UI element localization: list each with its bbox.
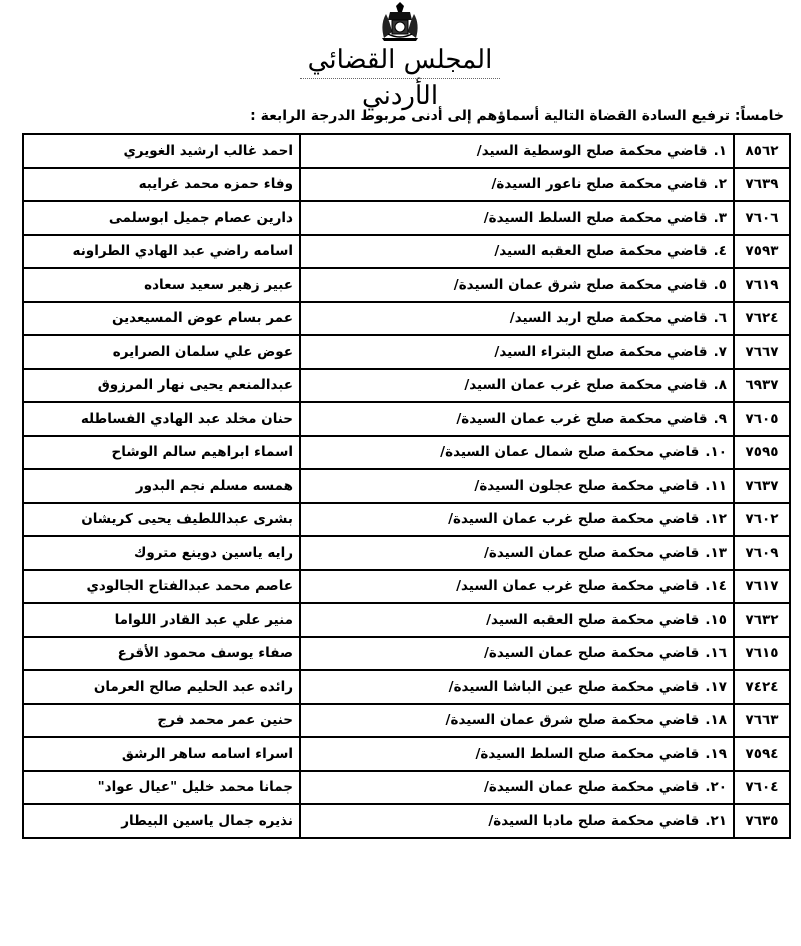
position-cell — [300, 134, 734, 168]
employee-number-cell: ٧٦٦٧ — [734, 335, 790, 369]
row-index: ١٣. — [705, 544, 727, 561]
position-cell — [300, 235, 734, 269]
judge-name-cell: عمر بسام عوض المسيعدين — [23, 302, 300, 336]
position-cell — [300, 335, 734, 369]
table-row — [23, 134, 790, 168]
judge-name-cell: همسه مسلم نجم البدور — [23, 469, 300, 503]
row-index: ١٢. — [705, 511, 727, 528]
position-cell — [300, 603, 734, 637]
employee-number-cell: ٧٥٩٥ — [734, 436, 790, 470]
employee-number-cell: ٧٦١٧ — [734, 570, 790, 604]
table-row — [23, 603, 790, 637]
position-cell — [300, 771, 734, 805]
judge-name-cell: رائده عبد الحليم صالح العرمان — [23, 670, 300, 704]
table-body — [23, 134, 790, 838]
row-index: ٢١. — [705, 812, 727, 829]
position-text: قاضي محكمة صلح غرب عمان السيد/ — [464, 377, 708, 394]
employee-number-cell: ٧٦٠٥ — [734, 402, 790, 436]
employee-number-cell: ٧٦٠٦ — [734, 201, 790, 235]
employee-number-cell: ٧٦١٩ — [734, 268, 790, 302]
table-row — [23, 637, 790, 671]
row-index: ١٨. — [705, 712, 727, 729]
row-index: ٢. — [713, 176, 727, 193]
judge-name-cell: وفاء حمزه محمد غرايبه — [23, 168, 300, 202]
judge-name-cell: عاصم محمد عبدالفتاح الجالودي — [23, 570, 300, 604]
judge-name-cell: عبدالمنعم يحيى نهار المرزوق — [23, 369, 300, 403]
position-text: قاضي محكمة صلح عمان السيدة/ — [483, 779, 700, 796]
jordan-coat-of-arms-icon — [376, 2, 424, 42]
council-name-logo: المجلس القضائي الأردني — [307, 45, 493, 111]
table-row — [23, 570, 790, 604]
employee-number-cell: ٧٤٢٤ — [734, 670, 790, 704]
table-row — [23, 771, 790, 805]
row-index: ١٦. — [705, 645, 727, 662]
row-index: ١. — [713, 142, 727, 159]
table-row — [23, 436, 790, 470]
position-cell — [300, 503, 734, 537]
position-cell — [300, 704, 734, 738]
position-cell — [300, 737, 734, 771]
table-row — [23, 737, 790, 771]
position-cell — [300, 469, 734, 503]
position-cell — [300, 402, 734, 436]
document-header — [0, 0, 801, 111]
judge-name-cell: عبير زهير سعيد سعاده — [23, 268, 300, 302]
table-row — [23, 402, 790, 436]
table-row — [23, 302, 790, 336]
position-cell — [300, 570, 734, 604]
employee-number-cell: ٦٩٣٧ — [734, 369, 790, 403]
row-index: ٨. — [713, 377, 727, 394]
judge-name-cell: حنان مخلد عبد الهادي الفساطله — [23, 402, 300, 436]
employee-number-cell: ٧٦٢٤ — [734, 302, 790, 336]
row-index: ٣. — [713, 209, 727, 226]
table-row — [23, 536, 790, 570]
position-cell — [300, 369, 734, 403]
judge-name-cell: جمانا محمد خليل "عيال عواد" — [23, 771, 300, 805]
table-row — [23, 268, 790, 302]
position-text: قاضي محكمة صلح السلط السيدة/ — [475, 745, 700, 762]
position-text: قاضي محكمة صلح ناعور السيدة/ — [491, 176, 708, 193]
position-cell — [300, 436, 734, 470]
judge-name-cell: عوض علي سلمان الصرايره — [23, 335, 300, 369]
row-index: ١١. — [705, 477, 727, 494]
position-text: قاضي محكمة صلح الوسطية السيد/ — [476, 142, 708, 159]
table-row — [23, 503, 790, 537]
table-row — [23, 168, 790, 202]
judge-name-cell: صفاء يوسف محمود الأقرع — [23, 637, 300, 671]
employee-number-cell: ٧٦١٥ — [734, 637, 790, 671]
row-index: ٧. — [713, 343, 727, 360]
position-text: قاضي محكمة صلح عمان السيدة/ — [483, 645, 700, 662]
employee-number-cell: ٧٥٩٣ — [734, 235, 790, 269]
judge-name-cell: احمد غالب ارشيد الغويري — [23, 134, 300, 168]
table-row — [23, 469, 790, 503]
row-index: ٥. — [713, 276, 727, 293]
table-row — [23, 201, 790, 235]
position-text: قاضي محكمة صلح عجلون السيدة/ — [474, 477, 700, 494]
row-index: ٢٠. — [705, 779, 727, 796]
row-index: ١٤. — [705, 578, 727, 595]
judge-name-cell: بشرى عبداللطيف يحيى كريشان — [23, 503, 300, 537]
employee-number-cell: ٧٦٣٧ — [734, 469, 790, 503]
position-text: قاضي محكمة صلح عين الباشا السيدة/ — [448, 678, 700, 695]
row-index: ١٥. — [705, 611, 727, 628]
position-text: قاضي محكمة صلح شمال عمان السيدة/ — [440, 444, 700, 461]
row-index: ٩. — [713, 410, 727, 427]
position-text: قاضي محكمة صلح البتراء السيد/ — [494, 343, 708, 360]
judge-name-cell: اسراء اسامه ساهر الرشق — [23, 737, 300, 771]
row-index: ١٧. — [705, 678, 727, 695]
employee-number-cell: ٧٦٠٢ — [734, 503, 790, 537]
position-cell — [300, 670, 734, 704]
position-text: قاضي محكمة صلح شرق عمان السيدة/ — [445, 712, 700, 729]
judge-name-cell: دارين عصام جميل ابوسلمى — [23, 201, 300, 235]
position-cell — [300, 804, 734, 838]
position-text: قاضي محكمة صلح السلط السيدة/ — [483, 209, 708, 226]
position-text: قاضي محكمة صلح العقبه السيد/ — [486, 611, 700, 628]
position-cell — [300, 637, 734, 671]
section-title: خامساً: ترفيع السادة القضاة التالية أسماؤهم إلى أدنى مربوط الدرجة الرابعة : — [250, 108, 784, 124]
judge-name-cell: رايه ياسين دوينع متروك — [23, 536, 300, 570]
logo-underline-divider — [300, 78, 500, 80]
row-index: ٦. — [713, 310, 727, 327]
position-text: قاضي محكمة صلح غرب عمان السيدة/ — [456, 410, 708, 427]
position-text: قاضي محكمة صلح غرب عمان السيدة/ — [448, 511, 700, 528]
row-index: ١٠. — [705, 444, 727, 461]
table-row — [23, 670, 790, 704]
employee-number-cell: ٧٥٩٤ — [734, 737, 790, 771]
table-row — [23, 704, 790, 738]
judge-name-cell: منير علي عبد القادر اللواما — [23, 603, 300, 637]
employee-number-cell: ٧٦٠٩ — [734, 536, 790, 570]
table-row — [23, 804, 790, 838]
position-text: قاضي محكمة صلح العقبه السيد/ — [494, 243, 708, 260]
employee-number-cell: ٧٦٣٥ — [734, 804, 790, 838]
table-row — [23, 335, 790, 369]
employee-number-cell: ٧٦٣٢ — [734, 603, 790, 637]
judge-name-cell: حنين عمر محمد فرج — [23, 704, 300, 738]
table-row — [23, 369, 790, 403]
position-cell — [300, 302, 734, 336]
employee-number-cell: ٧٦٣٩ — [734, 168, 790, 202]
position-cell — [300, 536, 734, 570]
judge-name-cell: اسامه راضي عبد الهادي الطراونه — [23, 235, 300, 269]
row-index: ٤. — [713, 243, 727, 260]
judge-name-cell: نذيره جمال ياسين البيطار — [23, 804, 300, 838]
position-text: قاضي محكمة صلح شرق عمان السيدة/ — [453, 276, 708, 293]
judges-promotion-table — [22, 133, 791, 839]
position-text: قاضي محكمة صلح غرب عمان السيد/ — [456, 578, 700, 595]
row-index: ١٩. — [705, 745, 727, 762]
employee-number-cell: ٨٥٦٢ — [734, 134, 790, 168]
position-text: قاضي محكمة صلح عمان السيدة/ — [483, 544, 700, 561]
position-text: قاضي محكمة صلح مادبا السيدة/ — [488, 812, 700, 829]
position-cell — [300, 168, 734, 202]
position-text: قاضي محكمة صلح اربد السيد/ — [509, 310, 708, 327]
table-row — [23, 235, 790, 269]
employee-number-cell: ٧٦٠٤ — [734, 771, 790, 805]
judge-name-cell: اسماء ابراهيم سالم الوشاح — [23, 436, 300, 470]
employee-number-cell: ٧٦٦٣ — [734, 704, 790, 738]
position-cell — [300, 268, 734, 302]
position-cell — [300, 201, 734, 235]
